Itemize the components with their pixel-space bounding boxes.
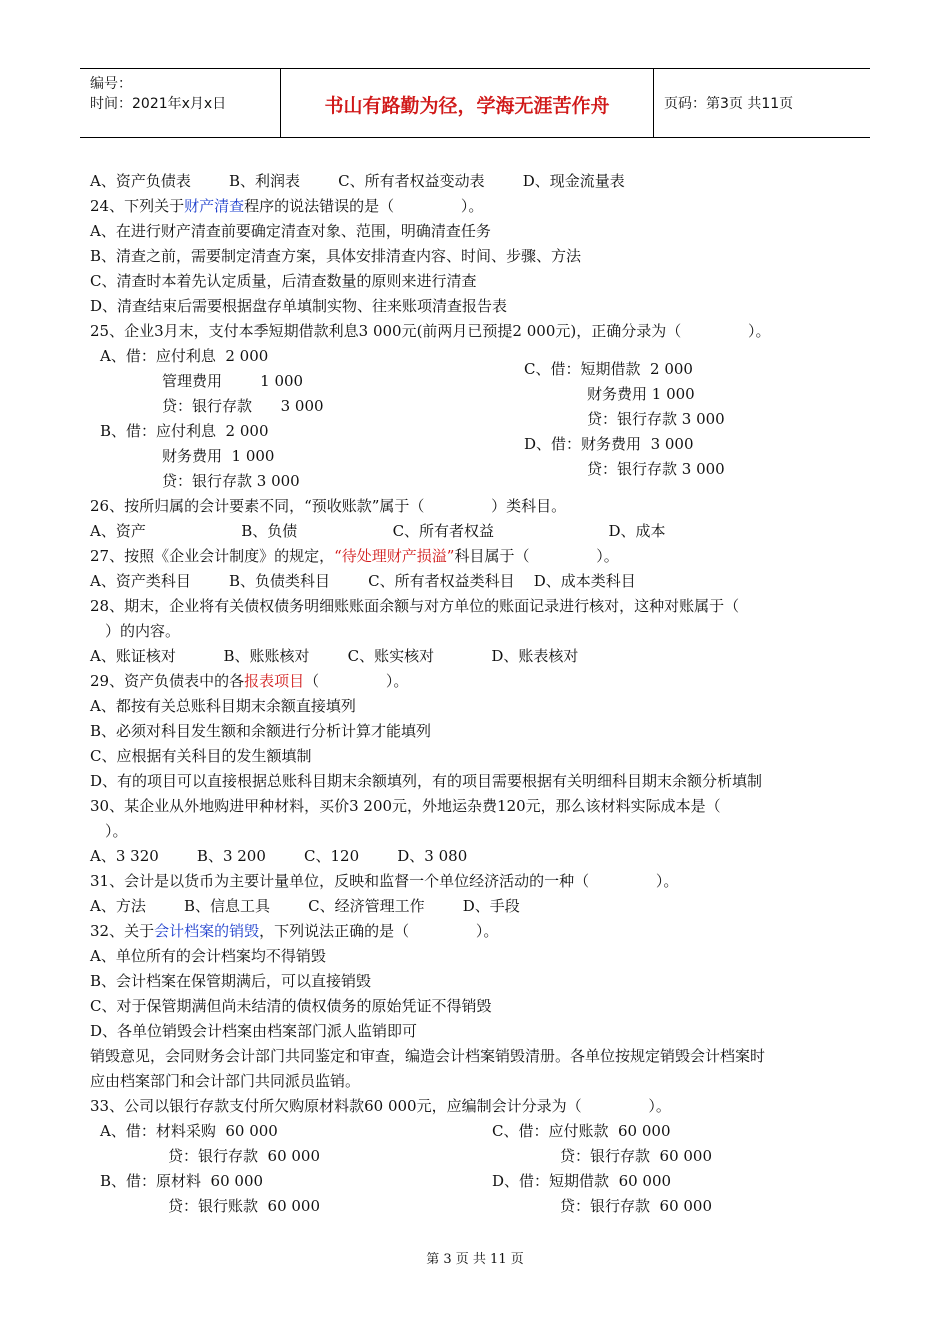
line-text: 25、企业3月末，支付本季短期借款利息3 000元(前两月已预提2 000元)，正确分录为（ ）。 — [90, 322, 771, 340]
line-text: C、对于保管期满但尚未结清的债权债务的原始凭证不得销毁 — [90, 997, 492, 1015]
line-text: D、借：财务费用 3 000 — [524, 435, 694, 453]
line-text-after: 科目属于（ ）。 — [454, 547, 619, 565]
line-text: C、应根据有关科目的发生额填制 — [90, 747, 312, 765]
text-line — [105, 820, 128, 842]
line-text: 33、公司以银行存款支付所欠购原材料款60 000元，应编制会计分录为（ ）。 — [90, 1097, 671, 1115]
text-line — [90, 895, 520, 917]
text-line — [560, 1145, 712, 1167]
text-line — [100, 420, 269, 442]
text-line — [90, 520, 666, 542]
page-info: 页码：第3页 共11页 — [664, 96, 794, 112]
text-line — [90, 320, 770, 342]
text-line — [90, 845, 467, 867]
header-page-cell — [654, 69, 870, 137]
line-text: D、有的项目可以直接根据总账科目期末余额填列，有的项目需要根据有关明细科目期末余额分析填制 — [90, 772, 763, 790]
text-line — [90, 795, 721, 817]
text-line — [105, 620, 180, 642]
line-text-after: （ ）。 — [304, 672, 409, 690]
text-line — [90, 545, 619, 567]
line-text: A、资产负债表 B、利润表 C、所有者权益变动表 D、现金流量表 — [90, 172, 625, 190]
text-line — [100, 1120, 278, 1142]
highlight-link[interactable]: 会计档案的销毁 — [154, 922, 260, 940]
line-text: 26、按所归属的会计要素不同，“预收账款”属于（ ）类科目。 — [90, 497, 567, 515]
header-meta-cell — [80, 69, 281, 137]
line-text: 贷：银行存款 60 000 — [560, 1197, 713, 1215]
text-line — [587, 408, 725, 430]
line-text: ）的内容。 — [105, 622, 181, 640]
line-text: 贷：银行存款 3 000 — [587, 460, 725, 478]
line-text: B、清查之前，需要制定清查方案，具体安排清查内容、时间、步骤、方法 — [90, 247, 582, 265]
line-text: D、各单位销毁会计档案由档案部门派人监销即可 — [90, 1022, 418, 1040]
line-text: A、单位所有的会计档案均不得销毁 — [90, 947, 326, 965]
text-line — [492, 1120, 671, 1142]
text-line — [587, 458, 725, 480]
text-line — [100, 1170, 263, 1192]
line-text: 贷：银行存款 60 000 — [168, 1147, 321, 1165]
text-line — [524, 433, 694, 455]
line-text: 31、会计是以货币为主要计量单位，反映和监督一个单位经济活动的一种（ ）。 — [90, 872, 679, 890]
text-line — [90, 295, 507, 317]
text-line — [90, 1070, 360, 1092]
text-line — [560, 1195, 712, 1217]
line-text: B、借：原材料 60 000 — [100, 1172, 264, 1190]
text-line — [90, 670, 408, 692]
text-line — [90, 245, 581, 267]
text-line — [90, 920, 498, 942]
text-line — [90, 570, 636, 592]
header-motto-cell — [281, 69, 654, 137]
text-line — [90, 1045, 765, 1067]
text-line — [90, 595, 739, 617]
line-text: 贷：银行存款 3 000 — [162, 397, 324, 415]
line-text: A、账证核对 B、账账核对 C、账实核对 D、账表核对 — [90, 647, 579, 665]
line-text: 32、关于 — [90, 922, 155, 940]
line-text: C、借：应付账款 60 000 — [492, 1122, 671, 1140]
line-text-after: ，下列说法正确的是（ ）。 — [259, 922, 499, 940]
line-text: 贷：银行存款 60 000 — [560, 1147, 713, 1165]
text-line — [90, 1095, 671, 1117]
text-line — [90, 170, 625, 192]
highlight-link[interactable]: 报表项目 — [244, 672, 305, 690]
line-text: A、资产类科目 B、负债类科目 C、所有者权益类科目 D、成本类科目 — [90, 572, 636, 590]
line-text: 27、按照《企业会计制度》的规定， — [90, 547, 335, 565]
text-line — [90, 645, 578, 667]
highlight-link[interactable]: “待处理财产损溢” — [334, 547, 455, 565]
line-text: A、在进行财产清查前要确定清查对象、范围，明确清查任务 — [90, 222, 491, 240]
text-line — [100, 345, 268, 367]
line-text: 24、下列关于 — [90, 197, 185, 215]
line-text: A、资产 B、负债 C、所有者权益 D、成本 — [90, 522, 666, 540]
line-text: C、清查时本着先认定质量，后清查数量的原则来进行清查 — [90, 272, 477, 290]
line-text: 财务费用 1 000 — [162, 447, 275, 465]
text-line — [90, 270, 476, 292]
text-line — [90, 720, 431, 742]
text-line — [90, 495, 566, 517]
page-footer: 第 3 页 共 11 页 — [426, 1252, 524, 1267]
number-label: 编号： — [90, 76, 132, 92]
page-header — [80, 68, 870, 138]
line-text: 销毁意见，会同财务会计部门共同鉴定和审查，编造会计档案销毁清册。各单位按规定销毁会计档案时 — [90, 1047, 766, 1065]
text-line — [492, 1170, 671, 1192]
text-line — [168, 1195, 320, 1217]
line-text: 应由档案部门和会计部门共同派员监销。 — [90, 1072, 361, 1090]
text-line — [90, 1020, 417, 1042]
line-text: A、3 320 B、3 200 C、120 D、3 080 — [90, 847, 468, 865]
line-text: D、借：短期借款 60 000 — [492, 1172, 672, 1190]
line-text: A、都按有关总账科目期末余额直接填列 — [90, 697, 356, 715]
line-text: B、必须对科目发生额和余额进行分析计算才能填列 — [90, 722, 432, 740]
line-text: 管理费用 1 000 — [162, 372, 304, 390]
text-line — [524, 358, 693, 380]
time-label: 时间：2021年x月x日 — [90, 96, 227, 112]
text-line — [90, 745, 311, 767]
line-text: 财务费用 1 000 — [587, 385, 695, 403]
line-text: A、借：应付利息 2 000 — [100, 347, 269, 365]
text-line — [90, 195, 483, 217]
highlight-link[interactable]: 财产清查 — [184, 197, 245, 215]
text-line — [90, 970, 371, 992]
line-text: A、借：材料采购 60 000 — [100, 1122, 278, 1140]
line-text-after: 程序的说法错误的是（ ）。 — [244, 197, 484, 215]
line-text: 贷：银行账款 60 000 — [168, 1197, 321, 1215]
text-line — [162, 395, 324, 417]
line-text: ）。 — [105, 822, 128, 840]
text-line — [90, 220, 491, 242]
line-text: A、方法 B、信息工具 C、经济管理工作 D、手段 — [90, 897, 520, 915]
line-text: B、借：应付利息 2 000 — [100, 422, 269, 440]
line-text: 贷：银行存款 3 000 — [587, 410, 725, 428]
line-text: 29、资产负债表中的各 — [90, 672, 245, 690]
text-line — [168, 1145, 320, 1167]
line-text: 贷：银行存款 3 000 — [162, 472, 300, 490]
text-line — [90, 945, 326, 967]
line-text: C、借：短期借款 2 000 — [524, 360, 693, 378]
motto: 书山有路勤为径，学海无涯苦作舟 — [324, 95, 610, 117]
text-line — [90, 770, 762, 792]
text-line — [162, 470, 300, 492]
text-line — [90, 995, 491, 1017]
text-line — [587, 383, 695, 405]
text-line — [162, 370, 303, 392]
line-text: B、会计档案在保管期满后，可以直接销毁 — [90, 972, 372, 990]
line-text: D、清查结束后需要根据盘存单填制实物、往来账项清查报告表 — [90, 297, 508, 315]
text-line — [90, 695, 356, 717]
line-text: 28、期末，企业将有关债权债务明细账账面余额与对方单位的账面记录进行核对，这种对账属于（ — [90, 597, 740, 615]
text-line — [90, 870, 678, 892]
line-text: 30、某企业从外地购进甲种材料，买价3 200元，外地运杂费120元，那么该材料实际成本是（ — [90, 797, 721, 815]
text-line — [162, 445, 274, 467]
